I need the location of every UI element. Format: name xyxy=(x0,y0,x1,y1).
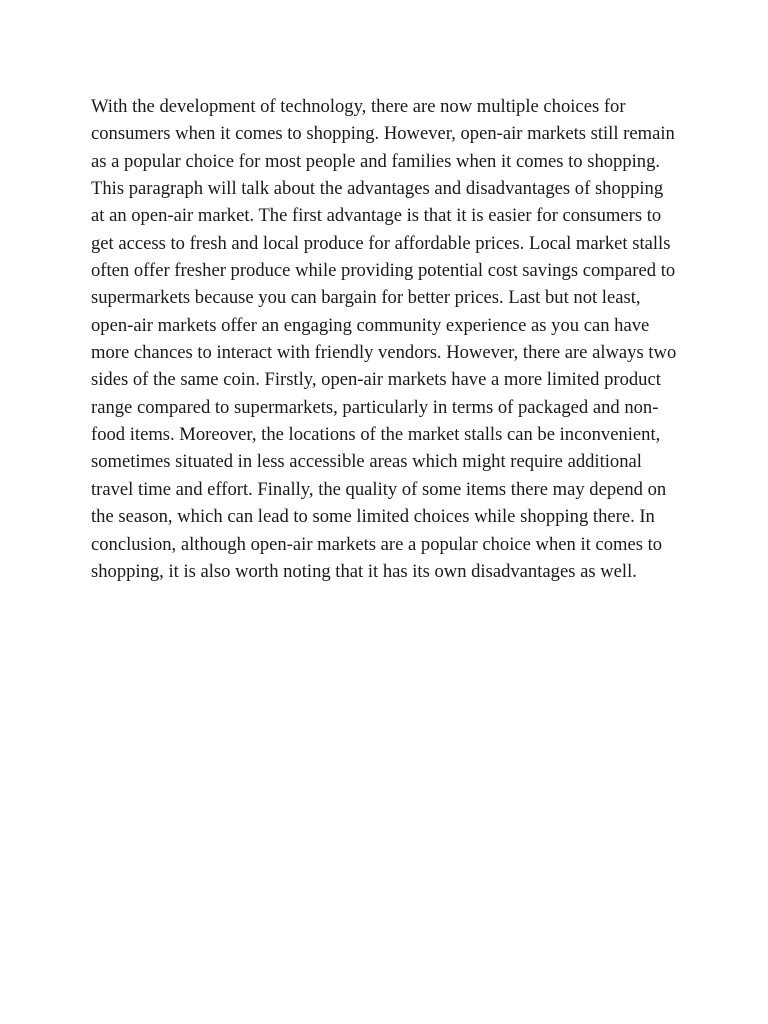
body-paragraph: With the development of technology, there are now multiple choices for consumers when it comes to shopping. However, open-air markets still remain as a popular choice for most people and families when it comes to shopping. This paragraph will talk about the advantages and disadvantages of shopping at an open-air market. The first advantage is that it is easier for consumers to get access to fresh and local produce for affordable prices. Local market stalls often offer fresher produce while providing potential cost savings compared to supermarkets because you can bargain for better prices. Last but not least, open-air markets offer an engaging community experience as you can have more chances to interact with friendly vendors. However, there are always two sides of the same coin. Firstly, open-air markets have a more limited product range compared to supermarkets, particularly in terms of packaged and non-food items. Moreover, the locations of the market stalls can be inconvenient, sometimes situated in less accessible areas which might require additional travel time and effort. Finally, the quality of some items there may depend on the season, which can lead to some limited choices while shopping there. In conclusion, although open-air markets are a popular choice when it comes to shopping, it is also worth noting that it has its own disadvantages as well. xyxy=(91,96,677,582)
